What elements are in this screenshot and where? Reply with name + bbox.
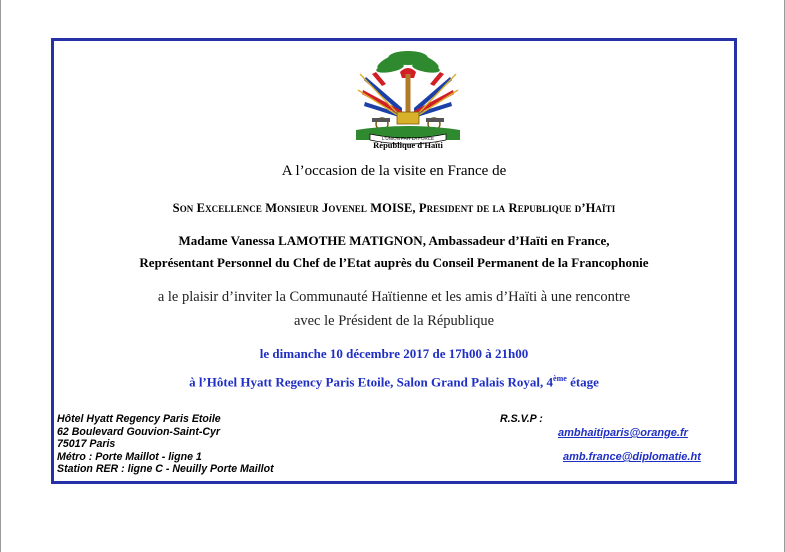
rsvp-label: R.S.V.P :	[500, 413, 543, 425]
president-title: Son Excellence Monsieur Jovenel MOISE, President de la Republique d’Haïti	[172, 201, 616, 215]
event-venue	[51, 374, 737, 390]
ambassador-line-2: Représentant Personnel du Chef de l’Etat auprès du Conseil Permanent de la Francophonie	[139, 255, 649, 270]
address-line-rer: Station RER : ligne C - Neuilly Porte Maillot	[57, 463, 274, 475]
venue-ordinal-suffix: ème	[553, 374, 567, 383]
address-line-metro: Métro : Porte Maillot - ligne 1	[57, 450, 202, 463]
invitation-text-line-2: avec le Président de la République	[293, 313, 495, 329]
venue-floor-word: étage	[566, 374, 599, 390]
invitation-text-line-1: a le plaisir d’inviter la Communauté Haïtienne et les amis d’Haïti à une rencontre	[157, 289, 631, 305]
rsvp-email-link-diplomatie[interactable]: amb.france@diplomatie.ht	[563, 451, 701, 463]
occasion-heading: A l’occasion de la visite en France de	[281, 163, 507, 179]
emblem-caption: République d'Haïti	[373, 140, 443, 150]
venue-address-block	[57, 413, 274, 476]
address-line-city: 75017 Paris	[57, 438, 116, 450]
venue-text: à l’Hôtel Hyatt Regency Paris Etoile, Salon Grand Palais Royal, 4	[189, 374, 554, 390]
ambassador-line-1: Madame Vanessa LAMOTHE MATIGNON, Ambassadeur d’Haïti en France,	[178, 233, 610, 248]
page-edge-left	[0, 0, 1, 552]
address-line-street: 62 Boulevard Gouvion-Saint-Cyr	[57, 425, 221, 438]
event-date: le dimanche 10 décembre 2017 de 17h00 à 21h00	[259, 346, 529, 361]
address-line-hotel: Hôtel Hyatt Regency Paris Etoile	[57, 413, 221, 425]
emblem-motto: L'UNION FAIT LA FORCE	[381, 136, 435, 141]
rsvp-email-link-orange[interactable]: ambhaitiparis@orange.fr	[558, 427, 688, 439]
